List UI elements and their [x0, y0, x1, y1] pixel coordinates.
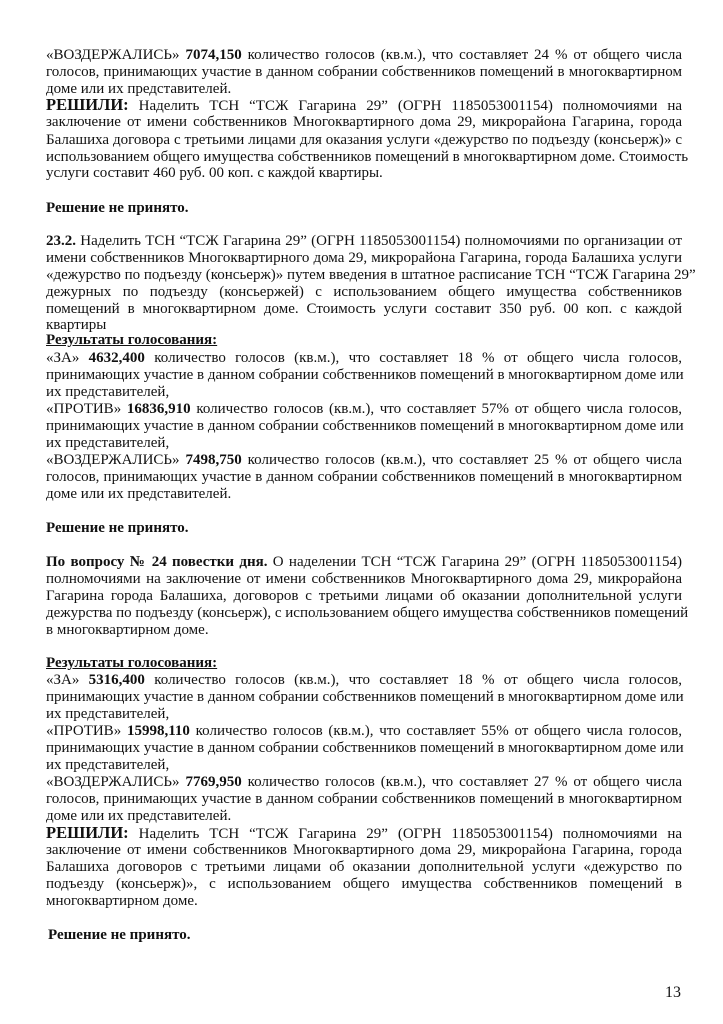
text-line: полномочиями на заключение от имени собственников Многоквартирного дома 29, микрорайона — [46, 571, 682, 587]
text-line: Гагарина города Балашиха, договоров с третьими лицами об оказании дополнительной услуги — [46, 588, 682, 604]
text-line: в многоквартирном доме. — [46, 622, 209, 638]
text-line — [46, 671, 682, 689]
text-line: Балашиха договора с третьими лицами для оказания услуги «дежурство по подъезду (консьерж)» с — [46, 132, 682, 148]
text-line: принимающих участие в данном собрании собственников помещений в многоквартирном доме или — [46, 418, 684, 434]
text-line: принимающих участие в данном собрании собственников помещений в многоквартирном доме или — [46, 689, 684, 705]
text-line: голосов, принимающих участие в данном собрании собственников помещений в многоквартирном — [46, 469, 682, 485]
text-line — [46, 96, 682, 114]
text-line — [46, 824, 682, 842]
text-line: имени собственников Многоквартирного дома 29, микрорайона Гагарина, города Балашиха услуги — [46, 250, 682, 266]
vote-label: «ВОЗДЕРЖАЛИСЬ» — [46, 774, 180, 790]
vote-label: «ВОЗДЕРЖАЛИСЬ» — [46, 47, 180, 63]
text-line: заключение от имени собственников Многоквартирного дома 29, микрорайона Гагарина, города — [46, 114, 682, 130]
item-text: Наделить ТСН “ТСЖ Гагарина 29” (ОГРН 1185053001154) полномочиями по организации от — [80, 233, 683, 249]
decision-not-adopted: Решение не принято. — [48, 927, 191, 943]
text-line: дежурных по подъезду (консьержей) с использованием общего имущества собственников — [46, 284, 682, 300]
agenda-question-text: О наделении ТСН “ТСЖ Гагарина 29” (ОГРН 1185053001154) — [272, 554, 682, 570]
text-line: «дежурство по подъезду (консьерж)» путем введения в штатное расписание ТСН “ТСЖ Гагарина 29” — [46, 267, 696, 283]
vote-value: 4632,400 — [88, 350, 145, 366]
voting-results-heading: Результаты голосования: — [46, 655, 218, 671]
text-line — [46, 400, 682, 418]
vote-label: «ЗА» — [46, 350, 80, 366]
text-line: заключение от имени собственников Многоквартирного дома 29, микрорайона Гагарина, города — [46, 842, 682, 858]
vote-text: количество голосов (кв.м.), что составляет 18 % от общего числа голосов, — [154, 350, 682, 366]
text-line: подъезду (консьерж)», с использованием общего имущества собственников помещений в — [46, 876, 682, 892]
text-line: голосов, принимающих участие в данном собрании собственников помещений в многоквартирном — [46, 791, 682, 807]
vote-text: количество голосов (кв.м.), что составляет 18 % от общего числа голосов, — [154, 672, 682, 688]
text-line — [46, 349, 682, 367]
vote-value: 7074,150 — [185, 47, 242, 63]
vote-text: количество голосов (кв.м.), что составляет 57% от общего числа голосов, — [196, 401, 683, 417]
text-line: их представителей, — [46, 384, 170, 400]
text-line: услуги составит 460 руб. 00 коп. с каждой квартиры. — [46, 165, 383, 181]
text-line: дежурства по подъезду (консьерж), с использованием общего имущества собственников помещений — [46, 605, 689, 621]
text-line: доме или их представителей. — [46, 81, 232, 97]
vote-value: 7498,750 — [185, 452, 242, 468]
resolved-label: РЕШИЛИ: — [46, 823, 129, 842]
vote-value: 7769,950 — [185, 774, 242, 790]
vote-label: «ВОЗДЕРЖАЛИСЬ» — [46, 452, 180, 468]
resolved-label: РЕШИЛИ: — [46, 95, 129, 114]
text-line: доме или их представителей. — [46, 808, 232, 824]
vote-label: «ЗА» — [46, 672, 80, 688]
resolved-text: Наделить ТСН “ТСЖ Гагарина 29” (ОГРН 1185053001154) полномочиями на — [138, 98, 683, 114]
text-line: их представителей, — [46, 706, 170, 722]
vote-text: количество голосов (кв.м.), что составляет 25 % от общего числа — [247, 452, 683, 468]
text-line — [46, 553, 682, 571]
text-line: квартиры — [46, 317, 107, 333]
vote-value: 16836,910 — [126, 401, 191, 417]
text-line: их представителей, — [46, 757, 170, 773]
vote-text: количество голосов (кв.м.), что составляет 27 % от общего числа — [247, 774, 683, 790]
text-line: использованием общего имущества собственников помещений в многоквартирном доме. Стоимость — [46, 149, 689, 165]
text-line — [46, 722, 682, 740]
text-line: помещений в многоквартирном доме. Стоимость услуги составит 350 руб. 00 коп. с каждой — [46, 301, 682, 317]
vote-text: количество голосов (кв.м.), что составляет 55% от общего числа голосов, — [195, 723, 682, 739]
text-line — [46, 773, 682, 791]
agenda-question-label: По вопросу № 24 повестки дня. — [46, 554, 268, 570]
vote-value: 5316,400 — [88, 672, 145, 688]
resolved-text: Наделить ТСН “ТСЖ Гагарина 29” (ОГРН 1185053001154) полномочиями на — [138, 826, 683, 842]
decision-not-adopted: Решение не принято. — [46, 520, 189, 536]
voting-results-heading: Результаты голосования: — [46, 332, 218, 348]
decision-not-adopted: Решение не принято. — [46, 200, 189, 216]
text-line: их представителей, — [46, 435, 170, 451]
text-line: голосов, принимающих участие в данном собрании собственников помещений в многоквартирном — [46, 64, 682, 80]
vote-text: количество голосов (кв.м.), что составляет 24 % от общего числа — [247, 47, 683, 63]
text-line — [46, 451, 682, 469]
text-line: принимающих участие в данном собрании собственников помещений в многоквартирном доме или — [46, 367, 684, 383]
item-number: 23.2. — [46, 233, 76, 249]
page-number: 13 — [665, 984, 681, 1001]
text-line — [46, 46, 682, 64]
text-line: принимающих участие в данном собрании собственников помещений в многоквартирном доме или — [46, 740, 684, 756]
vote-label: «ПРОТИВ» — [46, 723, 122, 739]
vote-value: 15998,110 — [126, 723, 190, 739]
vote-label: «ПРОТИВ» — [46, 401, 122, 417]
text-line: доме или их представителей. — [46, 486, 232, 502]
text-line: Балашиха договоров с третьими лицами об оказании дополнительной услуги «дежурство по — [46, 859, 682, 875]
text-line — [46, 232, 682, 250]
text-line: многоквартирном доме. — [46, 893, 198, 909]
